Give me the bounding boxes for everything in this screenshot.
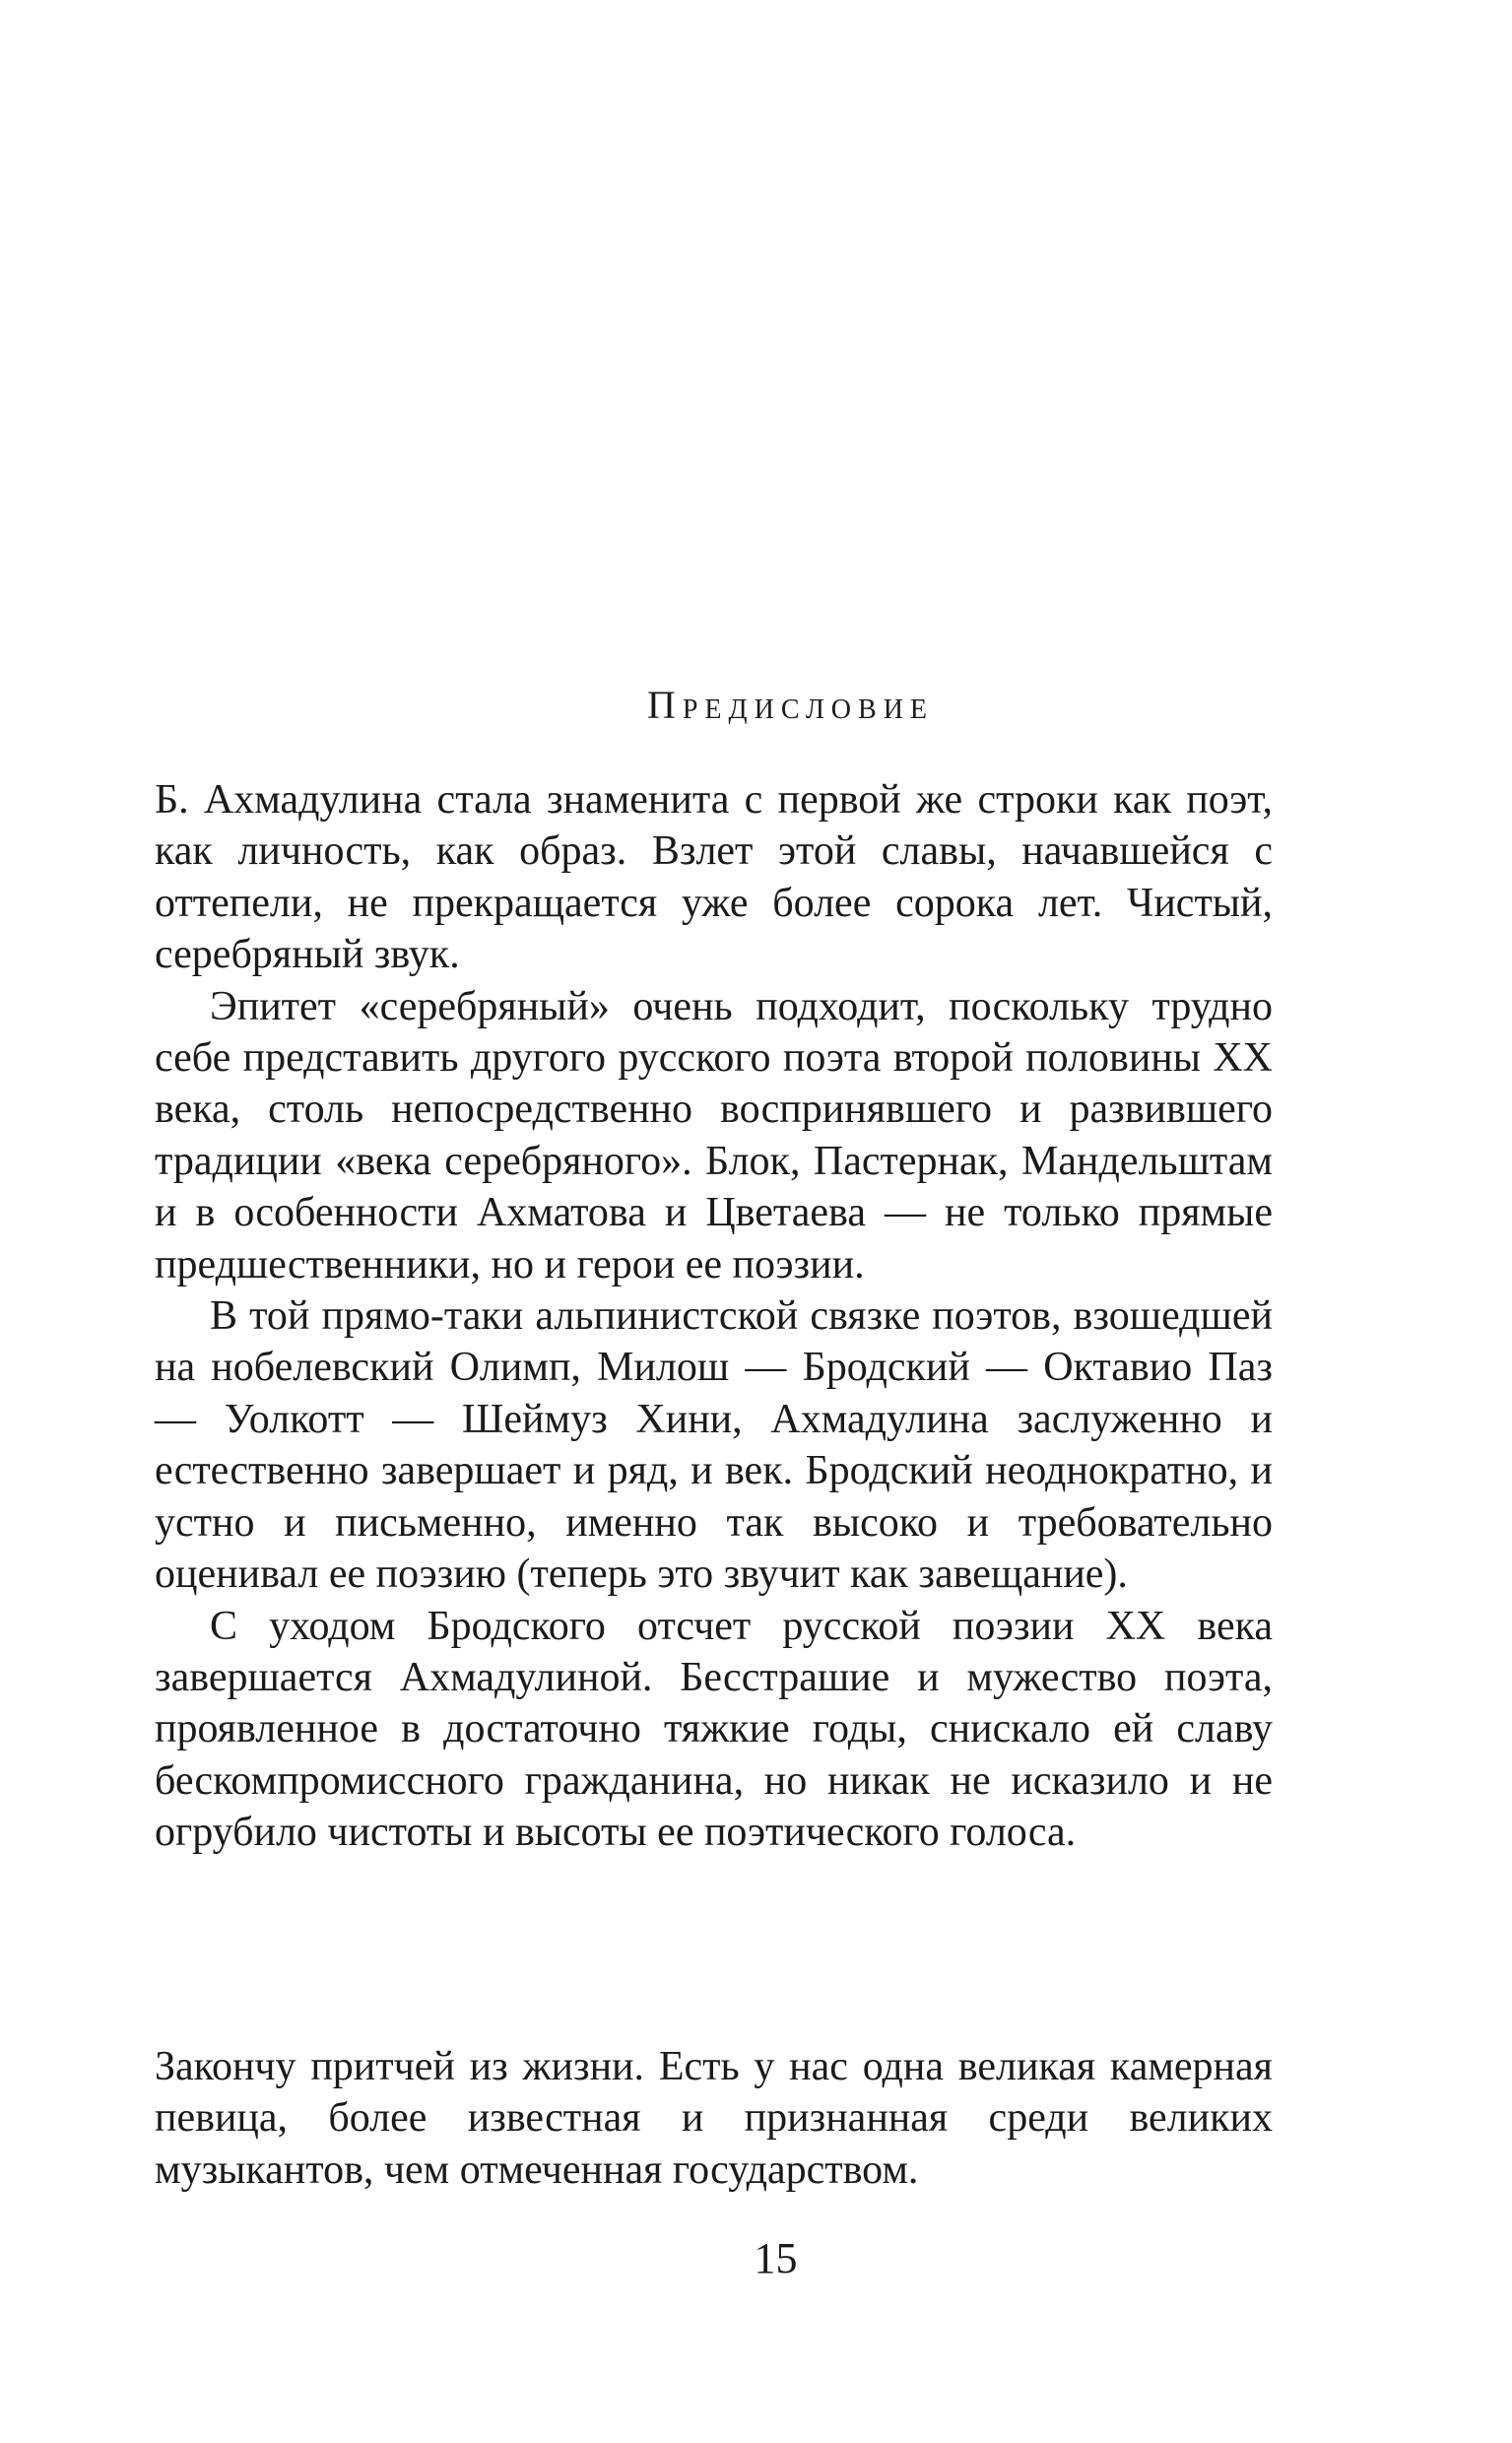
page-number: 15 (754, 2234, 798, 2282)
closing-text (155, 2041, 1273, 2196)
paragraph-5: Закончу притчей из жизни. Есть у нас одна великая камерная певица, более известная и признанная среди великих музыкантов, чем отмеченная государством. (155, 2044, 1273, 2193)
paragraph-3: В той прямо-таки альпинистской связке поэтов, взошедшей на нобелевский Олимп, Милош — Бродский — Октавио Паз — Уолкотт — Шеймуз Хини, Ахмадулина заслуженно и естественно завершает и ряд, и век. Бродский неоднократно, и устно и письменно, именно так высоко и требовательно оценивал ее поэзию (теперь это звучит как завещание). (155, 1293, 1273, 1598)
chapter-heading: Предисловие (646, 683, 935, 727)
body-text (155, 774, 1273, 1859)
paragraph-1: Б. Ахмадулина стала знаменита с первой же строки как поэт, как личность, как образ. Взлет этой славы, начавшейся с оттепели, не прекращается уже более сорока лет. Чистый, серебряный звук. (155, 777, 1273, 978)
paragraph-4: С уходом Бродского отсчет русской поэзии XX века завершается Ахмадулиной. Бесстрашие и мужество поэта, проявленное в достаточно тяжкие годы, снискало ей славу бескомпромиссного гражданина, но никак не исказило и не огрубило чистоты и высоты ее поэтического голоса. (155, 1603, 1273, 1856)
paragraph-2: Эпитет «серебряный» очень подходит, поскольку трудно себе представить другого русского поэта второй половины XX века, столь непосредственно воспринявшего и развившего традиции «века серебряного». Блок, Пастернак, Мандельштам и в особенности Ахматова и Цветаева — не только прямые предшественники, но и герои ее поэзии. (155, 983, 1273, 1288)
